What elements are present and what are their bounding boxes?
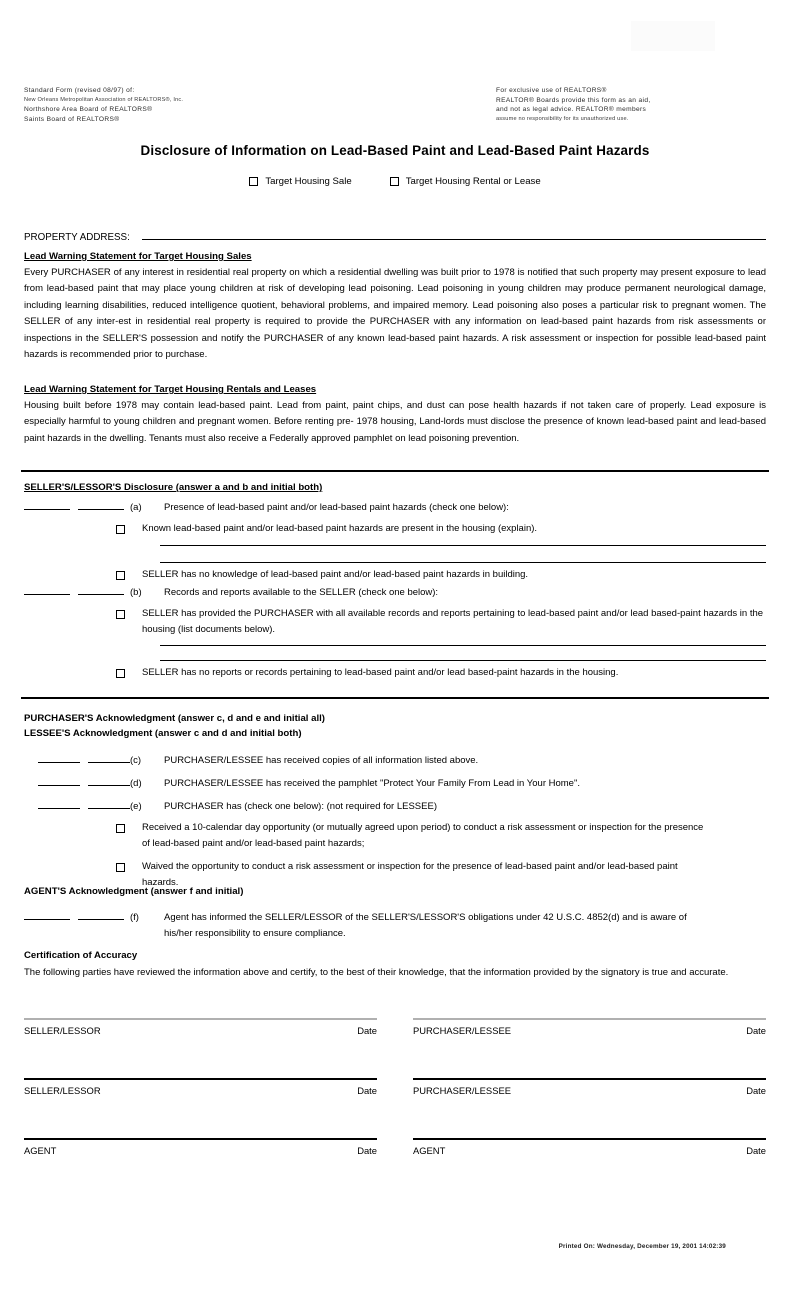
clause-b-documents-line-1[interactable] xyxy=(160,645,766,646)
agent-ack-heading: AGENT'S Acknowledgment (answer f and initial) xyxy=(24,886,244,897)
initial-line-left[interactable] xyxy=(24,919,70,920)
signature-label: SELLER/LESSOR xyxy=(24,1025,101,1036)
signature-label: PURCHASER/LESSEE xyxy=(413,1025,511,1036)
initial-line-right[interactable] xyxy=(78,509,124,510)
signature-cell-purchaser-2[interactable] xyxy=(413,1078,766,1096)
clause-c-letter: (c) xyxy=(130,755,142,766)
date-label: Date xyxy=(746,1145,766,1156)
header-left-line-2: New Orleans Metropolitan Association of REALTORS®, Inc. xyxy=(24,96,184,103)
certification-section xyxy=(24,950,766,981)
clause-d xyxy=(24,776,766,792)
clause-a-letter: (a) xyxy=(130,502,142,513)
initial-line-left[interactable] xyxy=(38,808,80,809)
faint-watermark-box xyxy=(631,21,715,51)
signature-cell-seller-2[interactable] xyxy=(24,1078,377,1096)
date-label: Date xyxy=(357,1085,377,1096)
clause-e-initials[interactable] xyxy=(38,799,130,815)
signature-row-1 xyxy=(24,1018,766,1036)
initial-line-left[interactable] xyxy=(38,762,80,763)
signature-cell-agent-2[interactable] xyxy=(413,1138,766,1156)
clause-e-option-1-slot xyxy=(24,820,142,852)
target-housing-rental-option[interactable] xyxy=(390,176,541,187)
signature-cell-purchaser-1[interactable] xyxy=(413,1018,766,1036)
header-right-line-4: assume no responsibility for its unauthorized use. xyxy=(496,115,629,122)
clause-b-option-1-slot xyxy=(24,606,142,638)
seller-disclosure-heading: SELLER'S/LESSOR'S Disclosure (answer a and b and initial both) xyxy=(24,482,323,493)
property-address-label: PROPERTY ADDRESS: xyxy=(24,232,130,243)
document-footer xyxy=(24,1243,766,1250)
header-left-line-1: Standard Form (revised 08/97) of: xyxy=(24,87,135,94)
checkbox-icon[interactable] xyxy=(249,177,258,186)
sales-warning-heading: Lead Warning Statement for Target Housing Sales xyxy=(24,251,252,262)
clause-c xyxy=(24,753,766,769)
printed-on-text: Printed On: Wednesday, December 19, 2001 14:02:39 xyxy=(558,1243,726,1250)
page-title: Disclosure of Information on Lead-Based Paint and Lead-Based Paint Hazards xyxy=(140,143,650,158)
date-label: Date xyxy=(357,1025,377,1036)
clause-b-option-2-slot xyxy=(24,665,142,681)
clause-d-letter: (d) xyxy=(130,778,142,789)
purchaser-ack-headings xyxy=(24,713,766,739)
clause-b-letter: (b) xyxy=(130,587,142,598)
signature-row-3 xyxy=(24,1138,766,1156)
header-right-line-3: and not as legal advice. REALTOR® members xyxy=(496,106,647,114)
signature-cell-seller-1[interactable] xyxy=(24,1018,377,1036)
clause-d-text: PURCHASER/LESSEE has received the pamphlet "Protect Your Family From Lead in Your Home". xyxy=(164,778,580,789)
lessee-ack-heading: LESSEE'S Acknowledgment (answer c and d and initial both) xyxy=(24,728,302,739)
initial-line-right[interactable] xyxy=(78,919,124,920)
target-housing-options xyxy=(0,176,790,187)
clause-b-option-2[interactable] xyxy=(24,665,766,681)
clause-a-option-1-slot xyxy=(24,521,142,537)
clause-c-text: PURCHASER/LESSEE has received copies of all information listed above. xyxy=(164,755,479,766)
clause-e-option-2-text: Waived the opportunity to conduct a risk assessment or inspection for the presence of lead-based paint and/or lead-based paint hazards. xyxy=(142,861,678,888)
signature-label: SELLER/LESSOR xyxy=(24,1085,101,1096)
clause-b-initials[interactable] xyxy=(24,585,130,601)
signature-row-2 xyxy=(24,1078,766,1096)
initial-line-right[interactable] xyxy=(88,785,130,786)
clause-f-letter: (f) xyxy=(130,912,139,923)
date-label: Date xyxy=(746,1025,766,1036)
header-right-block xyxy=(496,86,766,124)
header-left-block xyxy=(24,86,354,124)
property-address-row xyxy=(24,229,766,243)
certification-heading: Certification of Accuracy xyxy=(24,950,138,961)
seller-disclosure-heading-wrap xyxy=(24,482,766,496)
header-left-line-3: Northshore Area Board of REALTORS® xyxy=(24,106,153,114)
checkbox-icon[interactable] xyxy=(116,610,125,619)
clause-a-option-2-slot xyxy=(24,567,142,583)
clause-a-option-2[interactable] xyxy=(24,567,766,583)
clause-a-initials[interactable] xyxy=(24,500,130,516)
clause-a-explain-line-2[interactable] xyxy=(160,562,766,563)
clause-b-option-2-text: SELLER has no reports or records pertaining to lead-based paint and/or lead based-paint hazards in the housing. xyxy=(142,667,619,678)
clause-f-initials[interactable] xyxy=(24,910,130,942)
clause-e-text: PURCHASER has (check one below): (not required for LESSEE) xyxy=(164,801,437,812)
clause-a xyxy=(24,500,766,516)
header-right-line-2: REALTOR® Boards provide this form as an aid, xyxy=(496,96,651,104)
clause-f-text: Agent has informed the SELLER/LESSOR of the SELLER'S/LESSOR'S obligations under 42 U.S.C. 4852(d) and is aware of his/her responsibility to ensure compliance. xyxy=(164,912,687,939)
header-left-line-4: Saints Board of REALTORS® xyxy=(24,115,120,123)
signature-cell-agent-1[interactable] xyxy=(24,1138,377,1156)
section-divider xyxy=(21,470,769,472)
clause-b-documents-line-2[interactable] xyxy=(160,660,766,661)
purchaser-ack-heading: PURCHASER'S Acknowledgment (answer c, d and e and initial all) xyxy=(24,713,325,724)
checkbox-icon[interactable] xyxy=(390,177,399,186)
property-address-input[interactable] xyxy=(142,229,766,240)
rentals-warning-heading: Lead Warning Statement for Target Housing Rentals and Leases xyxy=(24,384,317,395)
certification-body: The following parties have reviewed the information above and certify, to the best of their knowledge, that the information provided by the signatory is true and accurate. xyxy=(24,967,729,978)
rentals-warning-section xyxy=(24,384,766,447)
clause-a-explain-line-1[interactable] xyxy=(160,545,766,546)
initial-line-left[interactable] xyxy=(38,785,80,786)
date-label: Date xyxy=(746,1085,766,1096)
initial-line-right[interactable] xyxy=(78,594,124,595)
checkbox-icon[interactable] xyxy=(116,863,125,872)
document-header xyxy=(24,86,766,124)
clause-a-option-2-text: SELLER has no knowledge of lead-based paint and/or lead-based paint hazards in building. xyxy=(142,569,529,580)
initial-line-right[interactable] xyxy=(88,762,130,763)
sales-warning-section xyxy=(24,251,766,363)
initial-line-right[interactable] xyxy=(88,808,130,809)
checkbox-icon[interactable] xyxy=(116,571,125,580)
clause-b xyxy=(24,585,766,601)
clause-f xyxy=(24,910,766,942)
clause-d-initials[interactable] xyxy=(38,776,130,792)
clause-b-option-1-text: SELLER has provided the PURCHASER with all available records and reports pertaining to lead-based paint and/or lead based-paint hazards in the housing (list documents below). xyxy=(142,608,764,635)
checkbox-icon[interactable] xyxy=(116,525,125,534)
signature-label: AGENT xyxy=(413,1145,446,1156)
target-housing-rental-label: Target Housing Rental or Lease xyxy=(405,176,541,187)
agent-ack-heading-wrap xyxy=(24,886,766,897)
signature-label: PURCHASER/LESSEE xyxy=(413,1085,511,1096)
clause-a-option-1[interactable] xyxy=(24,521,766,537)
clause-e xyxy=(24,799,766,815)
clause-a-text: Presence of lead-based paint and/or lead-based paint hazards (check one below): xyxy=(164,502,509,513)
clause-e-option-1-text: Received a 10-calendar day opportunity (or mutually agreed upon period) to conduct a risk assessment or inspection for the presence of lead-based paint and/or lead-based paint hazards; xyxy=(142,822,704,849)
sales-warning-body: Every PURCHASER of any interest in residential real property on which a residential dwelling was built prior to 1978 is notified that such property may present exposure to lead from lead-based paint that may place young children at risk of developing lead poisoning. Lead poisoning in young children may produce permanent neurological damage, including learning disabilities, reduced intelligence quotient, behavioral problems, and impaired memory. Lead poisoning also poses a particular risk to pregnant women. The SELLER of any inter-est in residential real property is required to provide the PURCHASER with any information on lead-based paint hazards from risk assessments or inspections in the SELLER'S possession and notify the PURCHASER of any known lead-based paint hazards. A risk assessment or inspection for possible lead-based paint hazards is recommended prior to purchase. xyxy=(24,267,766,361)
target-housing-sale-option[interactable] xyxy=(249,176,351,187)
section-divider xyxy=(21,697,769,699)
signature-label: AGENT xyxy=(24,1145,57,1156)
target-housing-sale-label: Target Housing Sale xyxy=(265,176,352,187)
clause-b-text: Records and reports available to the SELLER (check one below): xyxy=(164,587,439,598)
initial-line-left[interactable] xyxy=(24,594,70,595)
clause-e-letter: (e) xyxy=(130,801,142,812)
clause-b-option-1[interactable] xyxy=(24,606,766,638)
checkbox-icon[interactable] xyxy=(116,669,125,678)
rentals-warning-body: Housing built before 1978 may contain lead-based paint. Lead from paint, paint chips, and dust can pose health hazards if not taken care of properly. Lead exposure is especially harmful to young children and pregnant women. Before renting pre- 1978 housing, Land-lords must disclose the presence of known lead-based paint and lead-based paint hazards in the dwelling. Tenants must also receive a Federally approved pamphlet on lead poisoning prevention. xyxy=(24,400,766,444)
header-right-line-1: For exclusive use of REALTORS® xyxy=(496,87,607,94)
clause-e-option-1[interactable] xyxy=(24,820,766,852)
clause-c-initials[interactable] xyxy=(38,753,130,769)
date-label: Date xyxy=(357,1145,377,1156)
initial-line-left[interactable] xyxy=(24,509,70,510)
checkbox-icon[interactable] xyxy=(116,824,125,833)
clause-a-option-1-text: Known lead-based paint and/or lead-based paint hazards are present in the housing (explain). xyxy=(142,523,538,534)
